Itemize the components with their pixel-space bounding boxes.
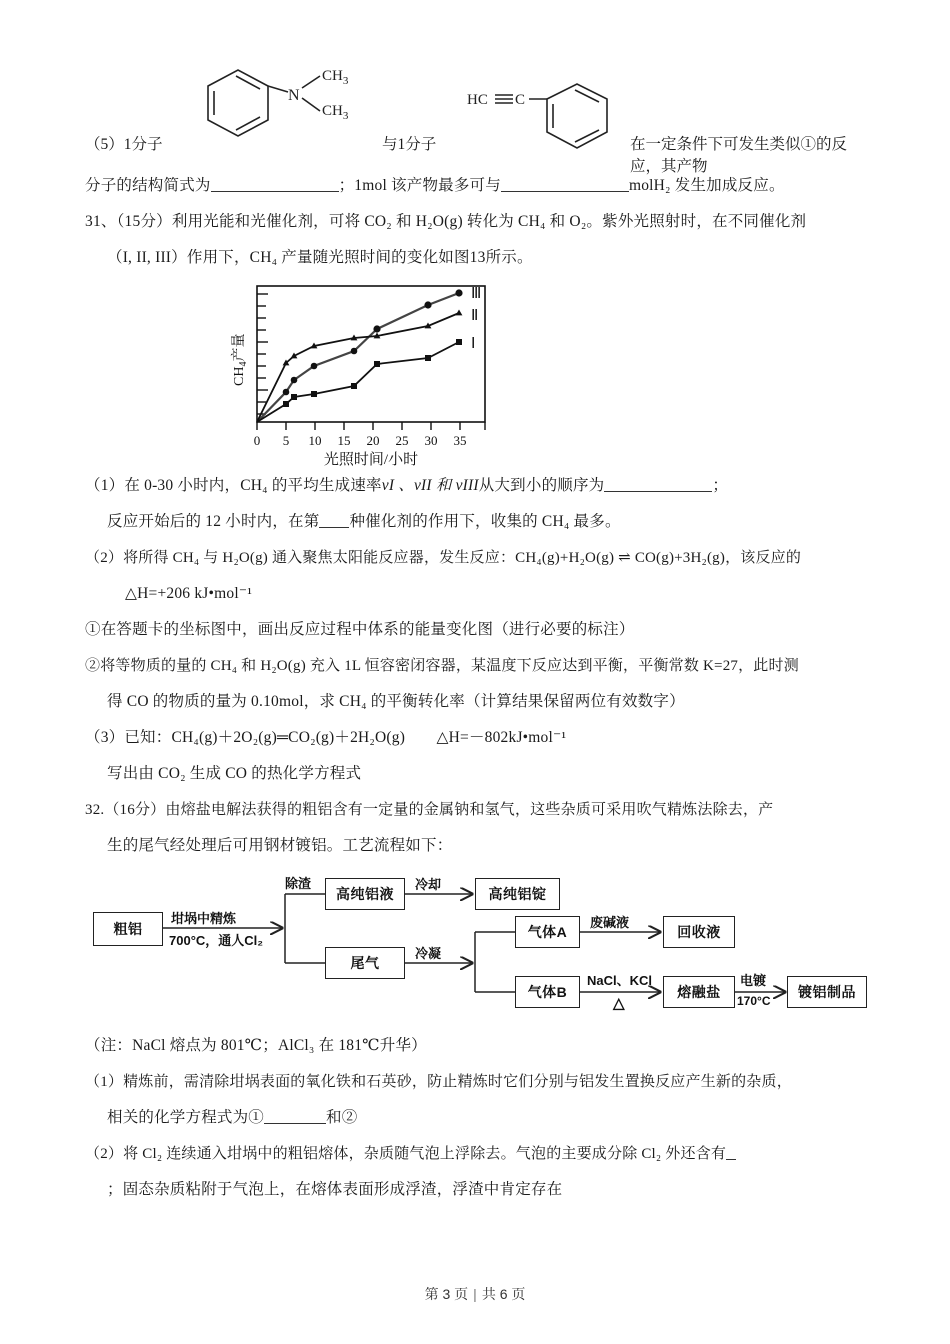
flow-node-gas-a: 气体A (515, 916, 580, 948)
chart-figure-13 (225, 280, 515, 466)
molecule-phenylacetylene (465, 82, 625, 154)
flow-node-high-purity-liquid: 高纯铝液 (325, 878, 405, 910)
footer-current-page: 第 3 页 (424, 1286, 469, 1302)
question-5-prefix: （5）1分子 (85, 136, 163, 153)
flow-node-crude-aluminum: 粗铝 (93, 912, 163, 946)
question-31-score: （15分） (116, 213, 172, 230)
question-32-number: 32. (85, 802, 105, 818)
question-32-intro-line1 (85, 792, 875, 828)
question-31-sub2-enthalpy: △H=+206 kJ•mol⁻¹ (125, 585, 253, 602)
flow-node-gas-b: 气体B (515, 976, 580, 1008)
question-31-sub2-item1: ①在答题卡的坐标图中，画出反应过程中体系的能量变化图（进行必要的标注） (85, 621, 635, 638)
svg-text:20: 20 (366, 433, 380, 448)
question-32-score: （16分） (104, 802, 166, 818)
question-32-sub1-line1: （1）精炼前，需清除坩埚表面的氧化铁和石英砂，防止精炼时它们分别与铝发生置换反应产生新的杂质， (85, 1074, 792, 1090)
flow-label-cooling: 冷却 (415, 877, 442, 892)
methyl-label-1: $CH_3$ (322, 68, 349, 87)
q31-sub1-c: ； (712, 477, 729, 494)
flow-label-refine-bottom: 700°C，通人Cl₂ (169, 933, 264, 948)
question-5-line2-b: ；1mol 该产物最多可与 (338, 177, 501, 194)
question-32-intro-line2: 生的尾气经处理后可用钢材镀铝。工艺流程如下： (107, 837, 453, 854)
answer-blank-rate-order[interactable] (604, 476, 712, 492)
flow-label-waste-alkali: 废碱液 (590, 915, 630, 930)
question-32-note: （注：NaCl 熔点为 801℃；AlCl₃ 在 181℃升华） (85, 1037, 427, 1054)
x-axis-label: 光照时间/小时 (323, 452, 419, 466)
question-5-middle: 与1分子 (382, 136, 437, 153)
y-axis-label: $CH_4$产量 (232, 333, 249, 386)
flow-label-deslag: 除渣 (285, 876, 312, 891)
q32-sub2-line1-a: （2）将 Cl₂ 连续通入坩埚中的粗铝熔体，杂质随气泡上浮除去。气泡的主要成分除 Cl₂ 外还含有 (85, 1146, 727, 1162)
answer-blank-h2-moles[interactable] (501, 176, 629, 192)
footer-separator: | (473, 1286, 477, 1302)
molecule-dimethylaniline (180, 62, 365, 154)
question-31-intro-line1 (85, 204, 875, 240)
flow-label-electroplate-bottom: 170°C (737, 994, 771, 1008)
series-label-I: Ⅰ (471, 336, 476, 352)
question-32-sub2-line2: ；固态杂质粘附于气泡上，在熔体表面形成浮渣，浮渣中肯定存在 (107, 1181, 563, 1198)
series-label-II: Ⅱ (471, 308, 479, 324)
flow-node-high-purity-ingot: 高纯铝锭 (475, 878, 560, 910)
chart-plot-frame (257, 286, 485, 422)
x-tick-labels (254, 433, 467, 448)
hc-label: HC (467, 92, 488, 108)
answer-blank-structural-formula[interactable] (211, 176, 339, 192)
question-31-intro-text1: 利用光能和光催化剂，可将 CO₂ 和 H₂O(g) 转化为 CH₄ 和 O₂。紫外光照射时，在不同催化剂 (171, 213, 807, 230)
question-31-sub2-item2-line2: 得 CO 的物质的量为 0.10mol，求 CH₄ 的平衡转化率（计算结果保留两位有效数字） (107, 693, 685, 710)
flow-label-electroplate-top: 电镀 (740, 973, 767, 988)
svg-text:30: 30 (424, 433, 438, 448)
flow-label-condense: 冷凝 (415, 946, 442, 961)
x-axis-ticks (257, 422, 485, 430)
answer-blank-equation-1[interactable] (264, 1108, 326, 1124)
question-5-line2-a: 分子的结构简式为 (85, 177, 211, 194)
q32-sub1-line2-a: 相关的化学方程式为① (107, 1109, 265, 1126)
question-31-sub1-line2 (85, 504, 875, 540)
question-32-intro-text1: 由熔盐电解法获得的粗铝含有一定量的金属钠和氢气，这些杂质可采用吹气精炼法除去，产 (165, 802, 774, 818)
q31-sub1-a: （1）在 0-30 小时内，CH₄ 的平均生成速率 (85, 477, 382, 494)
q31-sub1-line2-a: 反应开始后的 12 小时内，在第 (107, 513, 320, 530)
flow-node-tail-gas: 尾气 (325, 947, 405, 979)
footer-total-pages: 共 6 页 (481, 1286, 526, 1302)
question-5-suffix: 在一定条件下可发生类似①的反应，其产物 (630, 136, 848, 175)
question-5-line2-c: molH₂ 发生加成反应。 (628, 177, 785, 194)
q31-sub1-b: 从大到小的顺序为 (478, 477, 605, 494)
methyl-label-2: $CH_3$ (322, 103, 349, 122)
q31-sub1-line2-b: 种催化剂的作用下，收集的 CH₄ 最多。 (349, 513, 621, 530)
q32-sub1-line2-b: 和② (326, 1109, 358, 1126)
svg-text:15: 15 (337, 433, 351, 448)
q31-rate-symbols: νI 、νII 和 νIII (381, 477, 479, 494)
question-31-sub2-line1: （2）将所得 CH₄ 与 H₂O(g) 通入聚焦太阳能反应器，发生反应：CH₄(g)+H₂O(g) ⇌ CO(g)+3H₂(g)，该反应的 (85, 550, 802, 566)
question-31-sub2-item2-line1: ②将等物质的量的 CH₄ 和 H₂O(g) 充入 1L 恒容密闭容器，某温度下反应达到平衡，平衡常数 K=27，此时测 (85, 658, 799, 674)
question-5-molecule-row (85, 60, 875, 175)
flow-node-molten-salt: 熔融盐 (663, 976, 735, 1008)
ch4-yield-line-chart (225, 280, 515, 466)
nitrogen-label: N (288, 87, 300, 104)
question-31-sub1-line1 (85, 468, 875, 504)
question-32-sub1-line2 (85, 1100, 875, 1136)
question-31-intro-line2: （I, II, III）作用下，CH₄ 产量随光照时间的变化如图13所示。 (107, 249, 533, 266)
svg-text:5: 5 (282, 433, 290, 448)
flow-label-heat-symbol: △ (613, 995, 625, 1012)
flow-node-aluminized-product: 镀铝制品 (787, 976, 867, 1008)
svg-text:0: 0 (253, 433, 261, 448)
page-footer (0, 1284, 950, 1304)
svg-text:10: 10 (308, 433, 322, 448)
svg-text:25: 25 (395, 433, 409, 448)
flow-label-nacl-kcl: NaCl、KCl (587, 973, 653, 988)
answer-blank-catalyst-number[interactable] (319, 512, 349, 528)
question-31-sub3-line1: （3）已知：CH₄(g)＋2O₂(g)═CO₂(g)＋2H₂O(g) △H=－802kJ•mol⁻¹ (85, 729, 567, 746)
answer-blank-bubble-composition[interactable] (726, 1145, 736, 1160)
c-label: C (515, 92, 526, 108)
svg-text:35: 35 (453, 433, 467, 448)
flow-node-recovery-liquid: 回收液 (663, 916, 735, 948)
flow-label-refine-top: 坩埚中精炼 (171, 911, 237, 926)
question-32-sub2-line1 (85, 1136, 875, 1172)
flowchart-aluminum-process (85, 870, 875, 1022)
question-31-number: 31、 (85, 213, 117, 230)
question-31-sub3-line2: 写出由 CO₂ 生成 CO 的热化学方程式 (107, 765, 362, 782)
series-label-III: Ⅲ (471, 286, 482, 302)
